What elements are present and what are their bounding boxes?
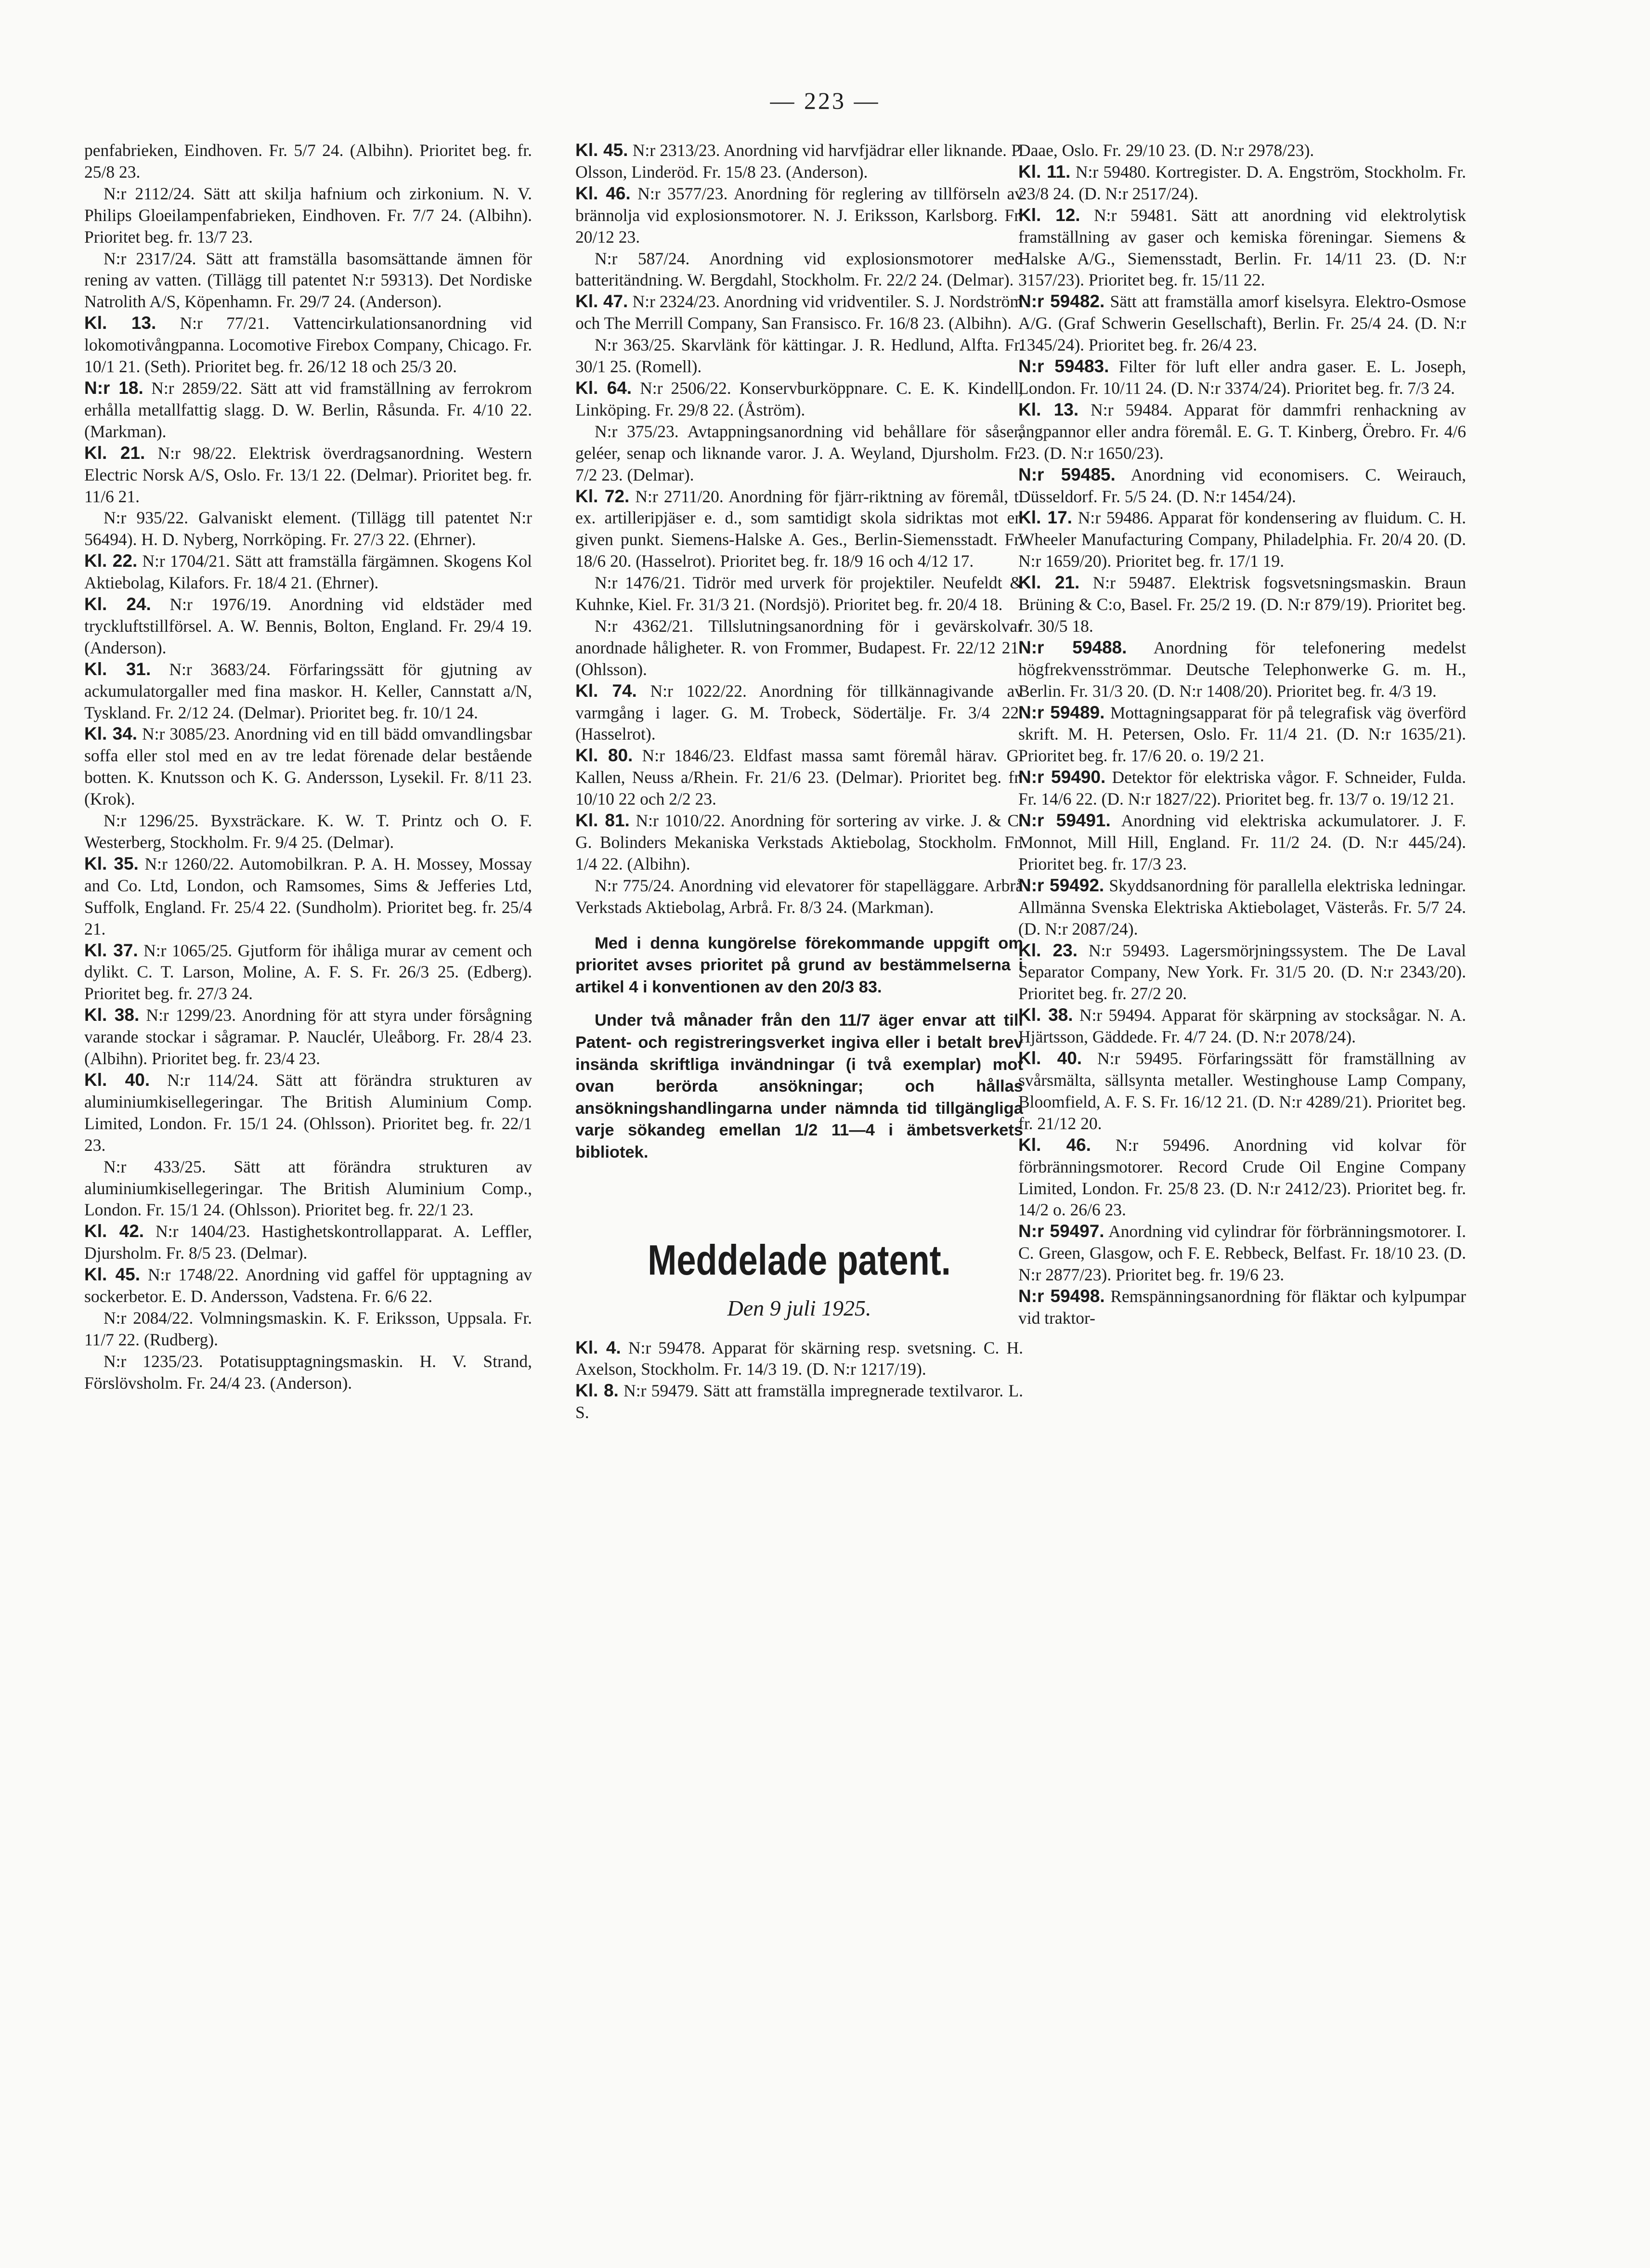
patent-entry <box>1018 1286 1466 1329</box>
patent-entry <box>84 183 532 248</box>
class-label: N:r 18. <box>84 378 143 398</box>
entry-text: N:r 59478. Apparat för skärning resp. svetsning. C. H. Axelson, Stockholm. Fr. 14/3 19. (D. N:r 1217/19). <box>575 1338 1023 1379</box>
column-1 <box>84 140 532 1394</box>
entry-text: N:r 1022/22. Anordning för tillkännagivande av varmgång i lager. G. M. Trobeck, Södertälje. Fr. 3/4 22. (Hasselrot). <box>575 681 1023 744</box>
entry-text: N:r 775/24. Anordning vid elevatorer för stapelläggare. Arbrå Verkstads Aktiebolag, Arbrå. Fr. 8/3 24. (Markman). <box>575 875 1023 917</box>
entry-text: Sätt att framställa amorf kiselsyra. Elektro-Osmose A/G. (Graf Schwerin Gesellschaft), Berlin. Fr. 25/4 24. (D. N:r 1345/24). Prioritet beg. fr. 26/4 23. <box>1018 292 1467 355</box>
class-label: Kl. 11. <box>1018 161 1071 182</box>
column-3 <box>1018 140 1466 1329</box>
entry-text: Anordning för telefonering medelst högfrekvensströmmar. Deutsche Telephonwerke G. m. H., Berlin. Fr. 31/3 20. (D. N:r 1408/20). Prioritet beg. fr. 4/3 19. <box>1018 638 1466 701</box>
patent-entry <box>84 313 532 378</box>
entry-text: N:r 1704/21. Sätt att framställa färgämnen. Skogens Kol Aktiebolag, Kilafors. Fr. 18/4 21. (Ehrner). <box>84 551 533 593</box>
patent-entry <box>575 615 1023 680</box>
entry-text: N:r 1260/22. Automobilkran. P. A. H. Mossey, Mossay and Co. Ltd, London, och Ramsomes, Sims & Jefferies Ltd, Suffolk, England. Fr. 25/4 22. (Sundholm). Prioritet beg. fr. 25/4 21. <box>84 854 533 938</box>
entry-text: N:r 587/24. Anordning vid explosionsmotorer med batteritändning. W. Bergdahl, Stockholm. Fr. 22/2 24. (Delmar). <box>575 248 1023 290</box>
entry-text: N:r 1296/25. Byxsträckare. K. W. T. Printz och O. F. Westerberg, Stockholm. Fr. 9/4 25. (Delmar). <box>84 811 532 852</box>
class-label: N:r 59490. <box>1018 767 1106 787</box>
section-title: Meddelade patent. <box>648 1236 951 1284</box>
patent-entry <box>1018 940 1466 1005</box>
entry-text: N:r 1476/21. Tidrör med urverk för projektiler. Neufeldt & Kuhnke, Kiel. Fr. 31/3 21. (Nordsjö). Prioritet beg. fr. 20/4 18. <box>575 573 1023 614</box>
patent-entry <box>84 1307 532 1351</box>
entry-text: N:r 1010/22. Anordning för sortering av virke. J. & C. G. Bolinders Mekaniska Verkstads Aktiebolag, Stockholm. Fr. 1/4 22. (Albihn). <box>575 811 1024 873</box>
entry-text: N:r 98/22. Elektrisk överdragsanordning. Western Electric Norsk A/S, Oslo. Fr. 13/1 22. (Delmar). Prioritet beg. fr. 11/6 21. <box>84 443 532 506</box>
patent-entry <box>1018 1048 1466 1134</box>
column-2-entries <box>575 140 1023 918</box>
entry-text: N:r 59496. Anordning vid kolvar för förbränningsmotorer. Record Crude Oil Engine Company Limited, London. Fr. 25/8 23. (D. N:r 2412/23). Prioritet beg. fr. 14/2 o. 26/6 23. <box>1018 1135 1466 1220</box>
class-label: N:r 59497. <box>1018 1221 1104 1241</box>
patent-entry <box>575 183 1023 248</box>
patent-entry <box>575 680 1023 745</box>
class-label: N:r 59483. <box>1018 356 1109 377</box>
patent-entry <box>575 140 1023 183</box>
entry-text: Daae, Oslo. Fr. 29/10 23. (D. N:r 2978/23). <box>1018 141 1314 160</box>
patent-entry <box>84 248 532 313</box>
patent-entry <box>1018 140 1466 161</box>
patent-entry <box>84 1156 532 1221</box>
patent-entry <box>84 940 532 1005</box>
entry-text: N:r 1299/23. Anordning för att styra under försågning varande stockar i sågramar. P. Nauclér, Uleåborg. Fr. 28/4 23. (Albihn). Prioritet beg. fr. 23/4 23. <box>84 1005 533 1069</box>
entry-text: N:r 59486. Apparat för kondensering av fluidum. C. H. Wheeler Manufacturing Company, Philadelphia. Fr. 20/4 20. (D. N:r 1659/20). Prioritet beg. fr. 17/1 19. <box>1018 508 1467 571</box>
patent-entry <box>84 550 532 594</box>
class-label: Kl. 40. <box>84 1069 150 1090</box>
patent-entry <box>575 248 1023 291</box>
class-label: Kl. 74. <box>575 680 637 701</box>
patent-entry <box>1018 810 1466 875</box>
entry-text: N:r 59494. Apparat för skärpning av stocksågar. N. A. Hjärtsson, Gäddede. Fr. 4/7 24. (D. N:r 2078/24). <box>1018 1005 1467 1047</box>
patent-entry <box>84 1221 532 1264</box>
class-label: Kl. 21. <box>1018 573 1080 593</box>
entry-text: N:r 4362/21. Tillslutningsanordning för i gevärskolvar anordnade håligheter. R. von Frommer, Budapest. Fr. 22/12 21. (Ohlsson). <box>575 616 1023 679</box>
class-label: Kl. 45. <box>575 140 628 160</box>
patent-entry <box>1018 875 1466 940</box>
patent-entry <box>1018 572 1466 637</box>
patent-entry <box>1018 1134 1466 1221</box>
class-label: Kl. 34. <box>84 724 138 744</box>
class-label: N:r 59482. <box>1018 291 1105 312</box>
class-label: Kl. 45. <box>84 1264 141 1285</box>
entry-text: N:r 3683/24. Förfaringssätt för gjutning av ackumulatorgaller med fina maskor. H. Keller, Cannstatt a/N, Tyskland. Fr. 2/12 24. (Delmar). Prioritet beg. fr. 10/1 24. <box>84 659 532 722</box>
patent-entry <box>84 1069 532 1156</box>
patent-entry <box>1018 291 1466 356</box>
page-number: — 223 — <box>770 87 880 114</box>
class-label: Kl. 37. <box>84 940 138 960</box>
patent-entry <box>84 594 532 659</box>
patent-entry <box>575 875 1023 918</box>
patent-entry <box>84 443 532 508</box>
entry-text: Mottagningsapparat för på telegrafisk väg överförd skrift. M. H. Petersen, Oslo. Fr. 11/4 21. (D. N:r 1635/21). Prioritet beg. fr. 17/6 20. o. 19/2 21. <box>1018 703 1466 766</box>
entry-text: N:r 1976/19. Anordning vid eldstäder med tryckluftstillförsel. A. W. Bennis, Bolton, England. Fr. 29/4 19. (Anderson). <box>84 595 533 657</box>
entry-text: N:r 2506/22. Konservburköppnare. C. E. K. Kindell, Linköping. Fr. 29/8 22. (Åström). <box>575 378 1024 419</box>
patent-entry <box>575 1380 1023 1423</box>
entry-text: N:r 3577/23. Anordning för reglering av tillförseln av brännolja vid explosionsmotorer. N. J. Eriksson, Karlsborg. Fr. 20/12 23. <box>575 183 1024 247</box>
class-label: N:r 59485. <box>1018 464 1116 484</box>
entry-text: N:r 2324/23. Anordning vid vridventiler. S. J. Nordström och The Merrill Company, San Fransisco. Fr. 16/8 23. (Albihn). <box>575 292 1024 333</box>
patent-entry <box>575 745 1023 810</box>
patent-entry <box>575 810 1023 875</box>
patent-entry <box>84 853 532 940</box>
class-label: Kl. 8. <box>575 1381 619 1401</box>
class-label: Kl. 17. <box>1018 508 1072 528</box>
entry-text: Detektor för elektriska vågor. F. Schneider, Fulda. Fr. 14/6 22. (D. N:r 1827/22). Prioritet beg. fr. 13/7 o. 19/12 21. <box>1018 768 1467 809</box>
patent-entry <box>575 334 1023 378</box>
entry-text: N:r 2313/23. Anordning vid harvfjädrar eller liknande. P. Olsson, Linderöd. Fr. 15/8 23. (Anderson). <box>575 141 1023 182</box>
class-label: Kl. 38. <box>1018 1005 1073 1025</box>
entry-text: N:r 3085/23. Anordning vid en till bädd omvandlingsbar soffa eller stol med en av tre ledat förenade delar bestående botten. K. Knutsson och K. G. Andersson, Lysekil. Fr. 8/11 23. (Krok). <box>84 724 533 809</box>
entry-text: N:r 1065/25. Gjutform för ihåliga murar av cement och dylikt. C. T. Larson, Moline, A. F. S. Fr. 26/3 25. (Edberg). Prioritet beg. fr. 27/3 24. <box>84 940 533 1004</box>
entry-text: N:r 2711/20. Anordning för fjärr-riktning av föremål, t. ex. artilleripjäser e. d., som samtidigt skola sidriktas mot en given punkt. Siemens-Halske A. Ges., Berlin-Siemensstadt. Fr. 18/6 20. (Hasselrot). Prioritet beg. fr. 18/9 16 och 4/12 17. <box>575 486 1023 571</box>
class-label: N:r 59498. <box>1018 1286 1105 1306</box>
patent-entry <box>1018 767 1466 810</box>
patent-entry <box>575 291 1023 334</box>
class-label: Kl. 31. <box>84 659 151 679</box>
entry-text: penfabrieken, Eindhoven. Fr. 5/7 24. (Albihn). Prioritet beg. fr. 25/8 23. <box>84 141 532 182</box>
class-label: Kl. 72. <box>575 486 630 506</box>
patent-entry <box>1018 1221 1466 1286</box>
patent-entry <box>575 421 1023 486</box>
class-label: N:r 59488. <box>1018 637 1127 657</box>
entry-text: N:r 935/22. Galvaniskt element. (Tillägg till patentet N:r 56494). H. D. Nyberg, Norrköping. Fr. 27/3 22. (Ehrner). <box>84 508 532 549</box>
patent-entry <box>1018 1004 1466 1048</box>
class-label: Kl. 46. <box>1018 1134 1091 1155</box>
patent-entry <box>84 810 532 853</box>
patent-entry <box>84 659 532 724</box>
patent-entry <box>1018 356 1466 399</box>
entry-text: N:r 433/25. Sätt att förändra strukturen av aluminiumkisellegeringar. The British Aluminium Comp., London. Fr. 15/1 24. (Ohlsson). Prioritet beg. fr. 22/1 23. <box>84 1157 532 1220</box>
entry-text: N:r 1404/23. Hastighetskontrollapparat. A. Leffler, Djursholm. Fr. 8/5 23. (Delmar). <box>84 1222 532 1263</box>
patent-entry <box>84 723 532 810</box>
class-label: Kl. 24. <box>84 594 151 614</box>
patent-entry <box>84 378 532 443</box>
patent-entry <box>84 507 532 550</box>
class-label: Kl. 47. <box>575 291 628 312</box>
entry-text: N:r 2084/22. Volmningsmaskin. K. F. Eriksson, Uppsala. Fr. 11/7 22. (Rudberg). <box>84 1308 532 1349</box>
class-label: Kl. 42. <box>84 1221 144 1241</box>
patent-entry <box>575 572 1023 615</box>
patent-entry <box>1018 205 1466 291</box>
entry-text: N:r 59495. Förfaringssätt för framställning av svårsmälta, sällsynta metaller. Westinghouse Lamp Company, Bloomfield, A. F. S. Fr. 16/12 21. (D. N:r 4289/21). Prioritet beg. fr. 21/12 20. <box>1018 1049 1467 1133</box>
patent-entry <box>575 486 1023 573</box>
column-2-patent-entries <box>575 1337 1023 1424</box>
objection-note: Under två månader från den 11/7 äger envar att till Patent- och registreringsverket ingiva eller i betalt brev insända skriftliga invändningar (i två exemplar) mot ovan berörda ansökningar; och hållas ansökningshandlingarna under nämnda tid tillgängliga varje sökandeg emellan 1/2 11—4 i ämbetsverkets bibliotek. <box>575 1011 1023 1161</box>
entry-text: N:r 59493. Lagersmörjningssystem. The De Laval Separator Company, New York. Fr. 31/5 20. (D. N:r 2343/20). Prioritet beg. fr. 27/2 20. <box>1018 940 1466 1004</box>
class-label: N:r 59492. <box>1018 875 1104 895</box>
entry-text: N:r 114/24. Sätt att förändra strukturen av aluminiumkisellegeringar. The British Aluminium Comp. Limited, London. Fr. 15/1 24. (Ohlsson). Prioritet beg. fr. 22/1 23. <box>84 1070 532 1155</box>
priority-note: Med i denna kungörelse förekommande uppgift om prioritet avses prioritet på grund av bestämmelserna i artikel 4 i konventionen av den 20/3 83. <box>575 934 1023 996</box>
entry-text: N:r 59484. Apparat för dammfri renhackning av ångpannor eller andra föremål. E. G. T. Kinberg, Örebro. Fr. 4/6 23. (D. N:r 1650/23). <box>1018 400 1467 463</box>
patent-entry <box>1018 507 1466 572</box>
entry-text: N:r 2112/24. Sätt att skilja hafnium och zirkonium. N. V. Philips Gloeilampenfabrieken, Eindhoven. Fr. 7/7 24. (Albihn). Prioritet beg. fr. 13/7 23. <box>84 183 532 247</box>
class-label: N:r 59489. <box>1018 702 1105 722</box>
entry-text: Anordning vid elektriska ackumulatorer. J. F. Monnot, Mill Hill, England. Fr. 11/2 24. (D. N:r 445/24). Prioritet beg. fr. 17/3 23. <box>1018 811 1466 873</box>
entry-text: Skyddsanordning för parallella elektriska ledningar. Allmänna Svenska Elektriska Aktiebolaget, Västerås. Fr. 5/7 24. (D. N:r 2087/24). <box>1018 875 1467 938</box>
entry-text: N:r 59487. Elektrisk fogsvetsningsmaskin. Braun Brüning & C:o, Basel. Fr. 25/2 19. (D. N:r 879/19). Prioritet beg. fr. 30/5 18. <box>1018 573 1467 636</box>
patent-entry <box>1018 464 1466 508</box>
entry-text: N:r 375/23. Avtappningsanordning vid behållare för såser, geléer, senap och liknande varor. J. A. Weyland, Djursholm. Fr. 7/2 23. (Delmar). <box>575 421 1023 484</box>
class-label: Kl. 4. <box>575 1337 621 1357</box>
entry-text: N:r 59481. Sätt att anordning vid elektrolytisk framställning av gaser och kemiska föreningar. Siemens & Halske A/G., Siemensstadt, Berlin. Fr. 14/11 23. (D. N:r 3157/23). Prioritet beg. fr. 15/11 22. <box>1018 205 1467 290</box>
entry-text: N:r 59480. Kortregister. D. A. Engström, Stockholm. Fr. 23/8 24. (D. N:r 2517/24). <box>1018 162 1466 203</box>
entry-text: Anordning vid cylindrar för förbränningsmotorer. I. C. Green, Glasgow, och F. E. Rebbeck, Belfast. Fr. 18/10 23. (D. N:r 2877/23). Prioritet beg. fr. 19/6 23. <box>1018 1222 1466 1285</box>
class-label: Kl. 35. <box>84 853 139 873</box>
class-label: Kl. 12. <box>1018 205 1080 225</box>
class-label: N:r 59491. <box>1018 810 1111 831</box>
class-label: Kl. 81. <box>575 810 630 831</box>
entry-text: N:r 59479. Sätt att framställa impregnerade textilvaror. L. S. <box>575 1381 1023 1422</box>
patent-entry <box>1018 637 1466 702</box>
entry-text: N:r 1846/23. Eldfast massa samt föremål härav. G. Kallen, Neuss a/Rhein. Fr. 21/6 23. (Delmar). Prioritet beg. fr. 10/10 22 och 2/2 23. <box>575 746 1024 809</box>
class-label: Kl. 64. <box>575 378 632 398</box>
class-label: Kl. 46. <box>575 183 631 203</box>
patent-entry <box>84 1004 532 1069</box>
class-label: Kl. 13. <box>1018 399 1079 419</box>
entry-text: N:r 363/25. Skarvlänk för kättingar. J. R. Hedlund, Alfta. Fr. 30/1 25. (Romell). <box>575 335 1023 377</box>
class-label: Kl. 80. <box>575 745 633 766</box>
entry-text: Remspänningsanordning för fläktar och kylpumpar vid traktor- <box>1018 1287 1467 1328</box>
entry-text: Filter för luft eller andra gaser. E. L. Joseph, London. Fr. 10/11 24. (D. N:r 3374/24). Prioritet beg. fr. 7/3 24. <box>1018 357 1466 398</box>
patent-entry <box>84 1264 532 1307</box>
patent-entry <box>1018 161 1466 205</box>
class-label: Kl. 21. <box>84 443 145 463</box>
patent-entry <box>84 1351 532 1394</box>
entry-text: N:r 2859/22. Sätt att vid framställning av ferrokrom erhålla metallfattig slagg. D. W. Berlin, Råsunda. Fr. 4/10 22. (Markman). <box>84 378 533 441</box>
class-label: Kl. 22. <box>84 551 138 571</box>
class-label: Kl. 23. <box>1018 940 1078 960</box>
entry-text: Anordning vid economisers. C. Weirauch, Düsseldorf. Fr. 5/5 24. (D. N:r 1454/24). <box>1018 465 1467 506</box>
entry-text: N:r 77/21. Vattencirkulationsanordning vid lokomotivångpanna. Locomotive Firebox Company, Chicago. Fr. 10/1 21. (Seth). Prioritet beg. fr. 26/12 18 och 25/3 20. <box>84 313 532 377</box>
class-label: Kl. 13. <box>84 313 156 333</box>
patent-entry <box>84 140 532 183</box>
patent-entry <box>1018 399 1466 464</box>
entry-text: N:r 1235/23. Potatisupptagningsmaskin. H. V. Strand, Förslövsholm. Fr. 24/4 23. (Anderson). <box>84 1351 532 1393</box>
entry-text: N:r 2317/24. Sätt att framställa basomsättande ämnen för rening av vatten. (Tillägg till patentet N:r 59313). Det Nordiske Natrolith A/S, Köpenhamn. Fr. 29/7 24. (Anderson). <box>84 248 532 312</box>
patent-entry <box>1018 702 1466 767</box>
section-date: Den 9 juli 1925. <box>727 1295 871 1320</box>
patent-entry <box>575 378 1023 421</box>
entry-text: N:r 1748/22. Anordning vid gaffel för upptagning av sockerbetor. E. D. Andersson, Vadstena. Fr. 6/6 22. <box>84 1265 532 1306</box>
class-label: Kl. 40. <box>1018 1048 1082 1069</box>
patent-entry <box>575 1337 1023 1381</box>
class-label: Kl. 38. <box>84 1005 140 1025</box>
column-2 <box>575 140 1023 1423</box>
